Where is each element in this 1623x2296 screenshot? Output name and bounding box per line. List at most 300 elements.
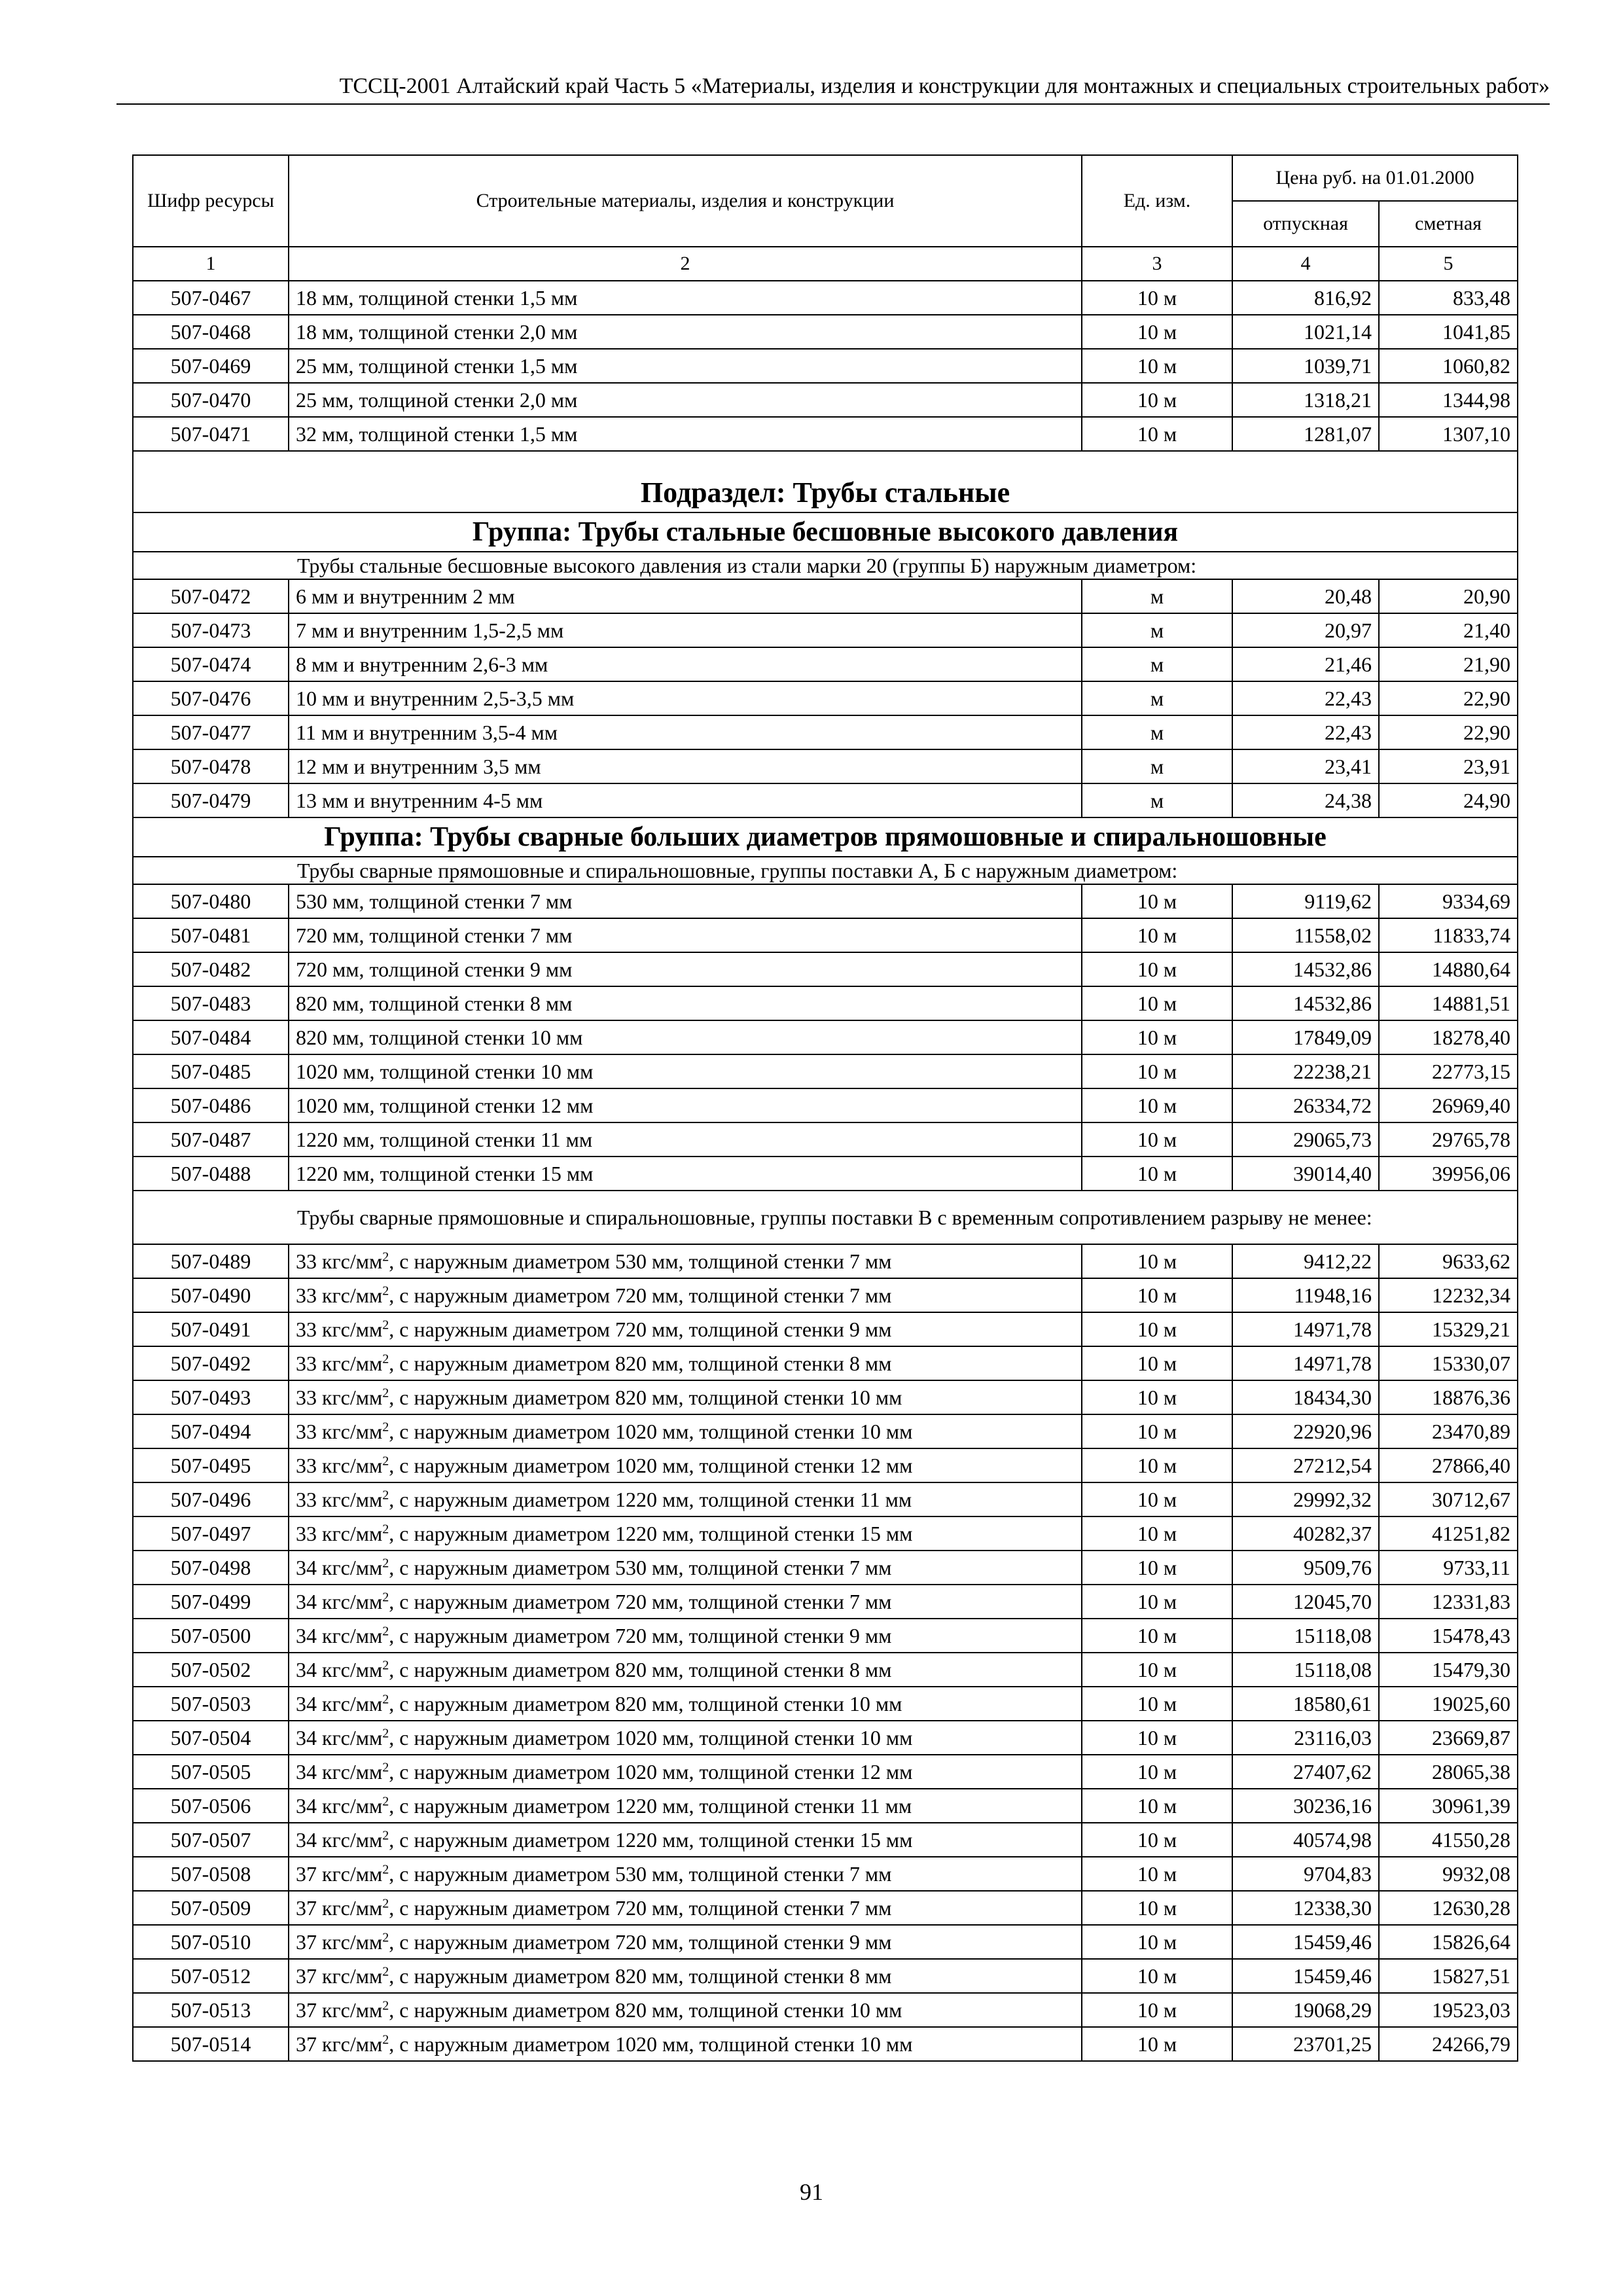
table-row xyxy=(133,918,1518,952)
resource-code: 507-0489 xyxy=(133,1244,289,1278)
release-price: 14971,78 xyxy=(1232,1312,1379,1346)
release-price: 9119,62 xyxy=(1232,884,1379,918)
release-price: 1021,14 xyxy=(1232,315,1379,349)
estimate-price: 30961,39 xyxy=(1379,1789,1518,1823)
release-price: 11558,02 xyxy=(1232,918,1379,952)
item-name xyxy=(289,1993,1082,2027)
item-name: 11 мм и внутренним 3,5-4 мм xyxy=(289,715,1082,749)
estimate-price: 1307,10 xyxy=(1379,417,1518,451)
unit-cell: 10 м xyxy=(1082,1823,1232,1857)
release-price: 9412,22 xyxy=(1232,1244,1379,1278)
superscript: 2 xyxy=(382,1318,389,1333)
unit-cell: 10 м xyxy=(1082,1585,1232,1619)
superscript: 2 xyxy=(382,1692,389,1707)
unit-cell: 10 м xyxy=(1082,281,1232,315)
estimate-price: 39956,06 xyxy=(1379,1157,1518,1191)
strength-value: 33 xyxy=(296,1488,322,1511)
group-intro: Трубы сварные прямошовные и спиральношовные, группы поставки В с временным сопротивлением разрыву не менее: xyxy=(133,1191,1518,1244)
table-row xyxy=(133,1482,1518,1516)
table-row xyxy=(133,1721,1518,1755)
resource-code: 507-0467 xyxy=(133,281,289,315)
item-spec: , с наружным диаметром 1220 мм, толщиной стенки 15 мм xyxy=(389,1522,913,1545)
unit-cell: 10 м xyxy=(1082,1891,1232,1925)
superscript: 2 xyxy=(382,1998,389,2013)
resource-code: 507-0495 xyxy=(133,1448,289,1482)
unit-cell: 10 м xyxy=(1082,1157,1232,1191)
table-row xyxy=(133,1857,1518,1891)
superscript: 2 xyxy=(382,1862,389,1877)
table-row xyxy=(133,579,1518,613)
unit-cell: 10 м xyxy=(1082,315,1232,349)
resource-code: 507-0480 xyxy=(133,884,289,918)
table-row xyxy=(133,1020,1518,1054)
col-number: 3 xyxy=(1082,247,1232,281)
estimate-price: 28065,38 xyxy=(1379,1755,1518,1789)
superscript: 2 xyxy=(382,1590,389,1605)
estimate-price: 1041,85 xyxy=(1379,315,1518,349)
item-spec: , с наружным диаметром 530 мм, толщиной стенки 7 мм xyxy=(389,1556,892,1579)
item-name: 1020 мм, толщиной стенки 12 мм xyxy=(289,1088,1082,1122)
table-row xyxy=(133,1346,1518,1380)
unit-cell: 10 м xyxy=(1082,1551,1232,1585)
resource-code: 507-0510 xyxy=(133,1925,289,1959)
table-row xyxy=(133,1244,1518,1278)
estimate-price: 21,40 xyxy=(1379,613,1518,647)
strength-value: 33 xyxy=(296,1420,322,1443)
col-header-code: Шифр ресурсы xyxy=(133,155,289,247)
table-row xyxy=(133,1088,1518,1122)
item-name xyxy=(289,1925,1082,1959)
superscript: 2 xyxy=(382,1249,389,1265)
table-row xyxy=(133,952,1518,986)
superscript: 2 xyxy=(382,1556,389,1571)
item-name xyxy=(289,1891,1082,1925)
table-row xyxy=(133,1755,1518,1789)
item-spec: , с наружным диаметром 720 мм, толщиной стенки 7 мм xyxy=(389,1896,892,1920)
resource-code: 507-0494 xyxy=(133,1414,289,1448)
superscript: 2 xyxy=(382,1386,389,1401)
resource-code: 507-0490 xyxy=(133,1278,289,1312)
table-row xyxy=(133,383,1518,417)
table-row xyxy=(133,1823,1518,1857)
col-header-name: Строительные материалы, изделия и конструкции xyxy=(289,155,1082,247)
table-row xyxy=(133,749,1518,783)
release-price: 9509,76 xyxy=(1232,1551,1379,1585)
release-price: 22,43 xyxy=(1232,681,1379,715)
col-header-price-group: Цена руб. на 01.01.2000 xyxy=(1232,155,1518,201)
table-row xyxy=(133,1122,1518,1157)
col-number: 2 xyxy=(289,247,1082,281)
estimate-price: 18876,36 xyxy=(1379,1380,1518,1414)
superscript: 2 xyxy=(382,1896,389,1911)
resource-code: 507-0468 xyxy=(133,315,289,349)
resource-code: 507-0497 xyxy=(133,1516,289,1551)
resource-code: 507-0486 xyxy=(133,1088,289,1122)
strength-value: 34 xyxy=(296,1590,322,1613)
estimate-price: 22,90 xyxy=(1379,715,1518,749)
resource-code: 507-0496 xyxy=(133,1482,289,1516)
col-header-estimate-price: сметная xyxy=(1379,201,1518,247)
estimate-price: 12630,28 xyxy=(1379,1891,1518,1925)
unit-cell: 10 м xyxy=(1082,417,1232,451)
release-price: 1281,07 xyxy=(1232,417,1379,451)
strength-value: 37 xyxy=(296,1964,322,1988)
release-price: 30236,16 xyxy=(1232,1789,1379,1823)
resource-code: 507-0479 xyxy=(133,783,289,817)
estimate-price: 23669,87 xyxy=(1379,1721,1518,1755)
strength-value: 37 xyxy=(296,1862,322,1886)
superscript: 2 xyxy=(382,1726,389,1741)
item-name: 32 мм, толщиной стенки 1,5 мм xyxy=(289,417,1082,451)
item-name xyxy=(289,1414,1082,1448)
superscript: 2 xyxy=(382,1794,389,1809)
estimate-price: 15478,43 xyxy=(1379,1619,1518,1653)
unit-cell: 10 м xyxy=(1082,1312,1232,1346)
strength-unit: кгс/мм xyxy=(322,1896,383,1920)
item-name xyxy=(289,1278,1082,1312)
item-spec: , с наружным диаметром 1020 мм, толщиной стенки 12 мм xyxy=(389,1454,913,1477)
table-row xyxy=(133,1925,1518,1959)
table-row xyxy=(133,2027,1518,2061)
item-name: 25 мм, толщиной стенки 2,0 мм xyxy=(289,383,1082,417)
estimate-price: 41251,82 xyxy=(1379,1516,1518,1551)
release-price: 15459,46 xyxy=(1232,1925,1379,1959)
resource-code: 507-0509 xyxy=(133,1891,289,1925)
release-price: 18434,30 xyxy=(1232,1380,1379,1414)
item-name xyxy=(289,1721,1082,1755)
strength-value: 34 xyxy=(296,1692,322,1715)
unit-cell: 10 м xyxy=(1082,1925,1232,1959)
estimate-price: 9932,08 xyxy=(1379,1857,1518,1891)
estimate-price: 19523,03 xyxy=(1379,1993,1518,2027)
unit-cell: м xyxy=(1082,647,1232,681)
item-spec: , с наружным диаметром 1020 мм, толщиной стенки 10 мм xyxy=(389,1420,913,1443)
unit-cell: 10 м xyxy=(1082,1789,1232,1823)
unit-cell: 10 м xyxy=(1082,1721,1232,1755)
unit-cell: 10 м xyxy=(1082,1448,1232,1482)
resource-code: 507-0502 xyxy=(133,1653,289,1687)
resource-code: 507-0478 xyxy=(133,749,289,783)
unit-cell: 10 м xyxy=(1082,1244,1232,1278)
item-name xyxy=(289,1346,1082,1380)
strength-unit: кгс/мм xyxy=(322,1283,383,1307)
release-price: 20,97 xyxy=(1232,613,1379,647)
estimate-price: 24266,79 xyxy=(1379,2027,1518,2061)
item-name xyxy=(289,1482,1082,1516)
unit-cell: м xyxy=(1082,681,1232,715)
item-name: 820 мм, толщиной стенки 8 мм xyxy=(289,986,1082,1020)
release-price: 29992,32 xyxy=(1232,1482,1379,1516)
strength-unit: кгс/мм xyxy=(322,1760,383,1784)
item-spec: , с наружным диаметром 720 мм, толщиной стенки 9 мм xyxy=(389,1624,892,1647)
item-name xyxy=(289,1823,1082,1857)
group-intro: Трубы стальные бесшовные высокого давления из стали марки 20 (группы Б) наружным диаметром: xyxy=(133,552,1518,579)
item-spec: , с наружным диаметром 720 мм, толщиной стенки 7 мм xyxy=(389,1590,892,1613)
release-price: 22,43 xyxy=(1232,715,1379,749)
unit-cell: 10 м xyxy=(1082,2027,1232,2061)
table-row xyxy=(133,884,1518,918)
unit-cell: 10 м xyxy=(1082,1993,1232,2027)
release-price: 26334,72 xyxy=(1232,1088,1379,1122)
release-price: 14532,86 xyxy=(1232,986,1379,1020)
item-name: 12 мм и внутренним 3,5 мм xyxy=(289,749,1082,783)
resource-code: 507-0474 xyxy=(133,647,289,681)
item-name: 10 мм и внутренним 2,5-3,5 мм xyxy=(289,681,1082,715)
resource-code: 507-0469 xyxy=(133,349,289,383)
unit-cell: 10 м xyxy=(1082,1857,1232,1891)
strength-value: 33 xyxy=(296,1522,322,1545)
item-name: 1220 мм, толщиной стенки 11 мм xyxy=(289,1122,1082,1157)
release-price: 20,48 xyxy=(1232,579,1379,613)
item-name xyxy=(289,1959,1082,1993)
unit-cell: м xyxy=(1082,579,1232,613)
unit-cell: 10 м xyxy=(1082,1122,1232,1157)
item-name: 720 мм, толщиной стенки 9 мм xyxy=(289,952,1082,986)
estimate-price: 23,91 xyxy=(1379,749,1518,783)
table-row xyxy=(133,986,1518,1020)
strength-value: 34 xyxy=(296,1794,322,1818)
resource-code: 507-0507 xyxy=(133,1823,289,1857)
table-row xyxy=(133,1516,1518,1551)
release-price: 816,92 xyxy=(1232,281,1379,315)
table-row xyxy=(133,613,1518,647)
item-name: 530 мм, толщиной стенки 7 мм xyxy=(289,884,1082,918)
table-row xyxy=(133,1157,1518,1191)
strength-unit: кгс/мм xyxy=(322,1828,383,1852)
item-name xyxy=(289,2027,1082,2061)
estimate-price: 9733,11 xyxy=(1379,1551,1518,1585)
item-name xyxy=(289,1789,1082,1823)
estimate-price: 14880,64 xyxy=(1379,952,1518,986)
unit-cell: 10 м xyxy=(1082,1687,1232,1721)
item-spec: , с наружным диаметром 820 мм, толщиной стенки 10 мм xyxy=(389,1386,902,1409)
resource-code: 507-0491 xyxy=(133,1312,289,1346)
item-name: 1220 мм, толщиной стенки 15 мм xyxy=(289,1157,1082,1191)
item-spec: , с наружным диаметром 1020 мм, толщиной стенки 12 мм xyxy=(389,1760,913,1784)
estimate-price: 30712,67 xyxy=(1379,1482,1518,1516)
strength-unit: кгс/мм xyxy=(322,2032,383,2056)
table-row xyxy=(133,315,1518,349)
strength-value: 33 xyxy=(296,1249,322,1273)
strength-unit: кгс/мм xyxy=(322,1658,383,1681)
superscript: 2 xyxy=(382,1828,389,1843)
estimate-price: 15479,30 xyxy=(1379,1653,1518,1687)
release-price: 14971,78 xyxy=(1232,1346,1379,1380)
estimate-price: 1060,82 xyxy=(1379,349,1518,383)
unit-cell: 10 м xyxy=(1082,1755,1232,1789)
estimate-price: 9334,69 xyxy=(1379,884,1518,918)
strength-value: 34 xyxy=(296,1726,322,1749)
strength-unit: кгс/мм xyxy=(322,1726,383,1749)
item-spec: , с наружным диаметром 820 мм, толщиной стенки 8 мм xyxy=(389,1658,892,1681)
unit-cell: 10 м xyxy=(1082,1054,1232,1088)
item-name xyxy=(289,1755,1082,1789)
release-price: 27212,54 xyxy=(1232,1448,1379,1482)
table-row xyxy=(133,681,1518,715)
item-spec: , с наружным диаметром 1220 мм, толщиной стенки 11 мм xyxy=(389,1488,912,1511)
table-row xyxy=(133,1380,1518,1414)
item-name: 1020 мм, толщиной стенки 10 мм xyxy=(289,1054,1082,1088)
estimate-price: 15329,21 xyxy=(1379,1312,1518,1346)
resource-code: 507-0505 xyxy=(133,1755,289,1789)
strength-unit: кгс/мм xyxy=(322,1420,383,1443)
item-name: 13 мм и внутренним 4-5 мм xyxy=(289,783,1082,817)
strength-unit: кгс/мм xyxy=(322,1454,383,1477)
resource-code: 507-0477 xyxy=(133,715,289,749)
strength-value: 33 xyxy=(296,1283,322,1307)
strength-unit: кгс/мм xyxy=(322,1624,383,1647)
resource-code: 507-0473 xyxy=(133,613,289,647)
strength-value: 34 xyxy=(296,1658,322,1681)
strength-value: 34 xyxy=(296,1828,322,1852)
superscript: 2 xyxy=(382,2032,389,2047)
superscript: 2 xyxy=(382,1488,389,1503)
release-price: 27407,62 xyxy=(1232,1755,1379,1789)
unit-cell: 10 м xyxy=(1082,986,1232,1020)
unit-cell: 10 м xyxy=(1082,1959,1232,1993)
estimate-price: 833,48 xyxy=(1379,281,1518,315)
page-number: 91 xyxy=(800,2179,823,2205)
unit-cell: 10 м xyxy=(1082,349,1232,383)
release-price: 12045,70 xyxy=(1232,1585,1379,1619)
item-spec: , с наружным диаметром 820 мм, толщиной стенки 10 мм xyxy=(389,1998,902,2022)
item-name xyxy=(289,1380,1082,1414)
strength-unit: кгс/мм xyxy=(322,1794,383,1818)
release-price: 19068,29 xyxy=(1232,1993,1379,2027)
strength-value: 33 xyxy=(296,1318,322,1341)
resource-code: 507-0472 xyxy=(133,579,289,613)
release-price: 39014,40 xyxy=(1232,1157,1379,1191)
item-spec: , с наружным диаметром 1220 мм, толщиной стенки 15 мм xyxy=(389,1828,913,1852)
release-price: 18580,61 xyxy=(1232,1687,1379,1721)
resource-code: 507-0508 xyxy=(133,1857,289,1891)
item-spec: , с наружным диаметром 820 мм, толщиной стенки 8 мм xyxy=(389,1352,892,1375)
release-price: 15118,08 xyxy=(1232,1619,1379,1653)
strength-unit: кгс/мм xyxy=(322,1249,383,1273)
strength-value: 34 xyxy=(296,1624,322,1647)
release-price: 24,38 xyxy=(1232,783,1379,817)
col-number: 1 xyxy=(133,247,289,281)
resource-code: 507-0499 xyxy=(133,1585,289,1619)
release-price: 12338,30 xyxy=(1232,1891,1379,1925)
superscript: 2 xyxy=(382,1454,389,1469)
item-name xyxy=(289,1448,1082,1482)
release-price: 40282,37 xyxy=(1232,1516,1379,1551)
estimate-price: 15826,64 xyxy=(1379,1925,1518,1959)
item-name xyxy=(289,1653,1082,1687)
table-row xyxy=(133,349,1518,383)
item-name: 7 мм и внутренним 1,5-2,5 мм xyxy=(289,613,1082,647)
col-number: 4 xyxy=(1232,247,1379,281)
item-spec: , с наружным диаметром 820 мм, толщиной стенки 8 мм xyxy=(389,1964,892,1988)
release-price: 22920,96 xyxy=(1232,1414,1379,1448)
strength-value: 34 xyxy=(296,1556,322,1579)
unit-cell: 10 м xyxy=(1082,383,1232,417)
estimate-price: 20,90 xyxy=(1379,579,1518,613)
unit-cell: 10 м xyxy=(1082,1619,1232,1653)
strength-unit: кгс/мм xyxy=(322,1964,383,1988)
strength-value: 37 xyxy=(296,1930,322,1954)
item-spec: , с наружным диаметром 1020 мм, толщиной стенки 10 мм xyxy=(389,2032,913,2056)
superscript: 2 xyxy=(382,1760,389,1775)
table-row xyxy=(133,1687,1518,1721)
table-row xyxy=(133,1653,1518,1687)
item-name xyxy=(289,1857,1082,1891)
group-intro: Трубы сварные прямошовные и спиральношовные, группы поставки А, Б с наружным диаметром: xyxy=(133,857,1518,884)
item-name: 25 мм, толщиной стенки 1,5 мм xyxy=(289,349,1082,383)
resource-code: 507-0485 xyxy=(133,1054,289,1088)
strength-unit: кгс/мм xyxy=(322,1862,383,1886)
unit-cell: 10 м xyxy=(1082,1516,1232,1551)
unit-cell: 10 м xyxy=(1082,884,1232,918)
resource-code: 507-0504 xyxy=(133,1721,289,1755)
table-row xyxy=(133,715,1518,749)
estimate-price: 15330,07 xyxy=(1379,1346,1518,1380)
table-row xyxy=(133,1054,1518,1088)
item-name xyxy=(289,1687,1082,1721)
resource-code: 507-0476 xyxy=(133,681,289,715)
estimate-price: 12232,34 xyxy=(1379,1278,1518,1312)
strength-unit: кгс/мм xyxy=(322,1930,383,1954)
estimate-price: 11833,74 xyxy=(1379,918,1518,952)
item-name: 6 мм и внутренним 2 мм xyxy=(289,579,1082,613)
unit-cell: 10 м xyxy=(1082,1346,1232,1380)
table-row xyxy=(133,1959,1518,1993)
unit-cell: 10 м xyxy=(1082,1278,1232,1312)
col-number: 5 xyxy=(1379,247,1518,281)
item-spec: , с наружным диаметром 530 мм, толщиной стенки 7 мм xyxy=(389,1862,892,1886)
release-price: 17849,09 xyxy=(1232,1020,1379,1054)
table-row xyxy=(133,1585,1518,1619)
resource-code: 507-0481 xyxy=(133,918,289,952)
resource-code: 507-0503 xyxy=(133,1687,289,1721)
item-name: 820 мм, толщиной стенки 10 мм xyxy=(289,1020,1082,1054)
item-spec: , с наружным диаметром 720 мм, толщиной стенки 7 мм xyxy=(389,1283,892,1307)
release-price: 29065,73 xyxy=(1232,1122,1379,1157)
table-row xyxy=(133,783,1518,817)
item-name: 18 мм, толщиной стенки 2,0 мм xyxy=(289,315,1082,349)
release-price: 21,46 xyxy=(1232,647,1379,681)
resource-code: 507-0488 xyxy=(133,1157,289,1191)
superscript: 2 xyxy=(382,1964,389,1979)
item-spec: , с наружным диаметром 720 мм, толщиной стенки 9 мм xyxy=(389,1930,892,1954)
table-row xyxy=(133,1993,1518,2027)
strength-value: 34 xyxy=(296,1760,322,1784)
estimate-price: 18278,40 xyxy=(1379,1020,1518,1054)
unit-cell: м xyxy=(1082,783,1232,817)
col-header-unit: Ед. изм. xyxy=(1082,155,1232,247)
group-title: Группа: Трубы сварные больших диаметров прямошовные и спиральношовные xyxy=(133,817,1518,857)
unit-cell: 10 м xyxy=(1082,952,1232,986)
table-row xyxy=(133,1278,1518,1312)
resource-code: 507-0512 xyxy=(133,1959,289,1993)
superscript: 2 xyxy=(382,1522,389,1537)
estimate-price: 27866,40 xyxy=(1379,1448,1518,1482)
item-name xyxy=(289,1516,1082,1551)
strength-unit: кгс/мм xyxy=(322,1998,383,2022)
price-table xyxy=(132,154,1518,2062)
item-name: 8 мм и внутренним 2,6-3 мм xyxy=(289,647,1082,681)
strength-value: 37 xyxy=(296,2032,322,2056)
resource-code: 507-0470 xyxy=(133,383,289,417)
item-name: 18 мм, толщиной стенки 1,5 мм xyxy=(289,281,1082,315)
estimate-price: 15827,51 xyxy=(1379,1959,1518,1993)
estimate-price: 19025,60 xyxy=(1379,1687,1518,1721)
item-spec: , с наружным диаметром 1220 мм, толщиной стенки 11 мм xyxy=(389,1794,912,1818)
item-name xyxy=(289,1312,1082,1346)
estimate-price: 23470,89 xyxy=(1379,1414,1518,1448)
group-title: Группа: Трубы стальные бесшовные высокого давления xyxy=(133,512,1518,552)
